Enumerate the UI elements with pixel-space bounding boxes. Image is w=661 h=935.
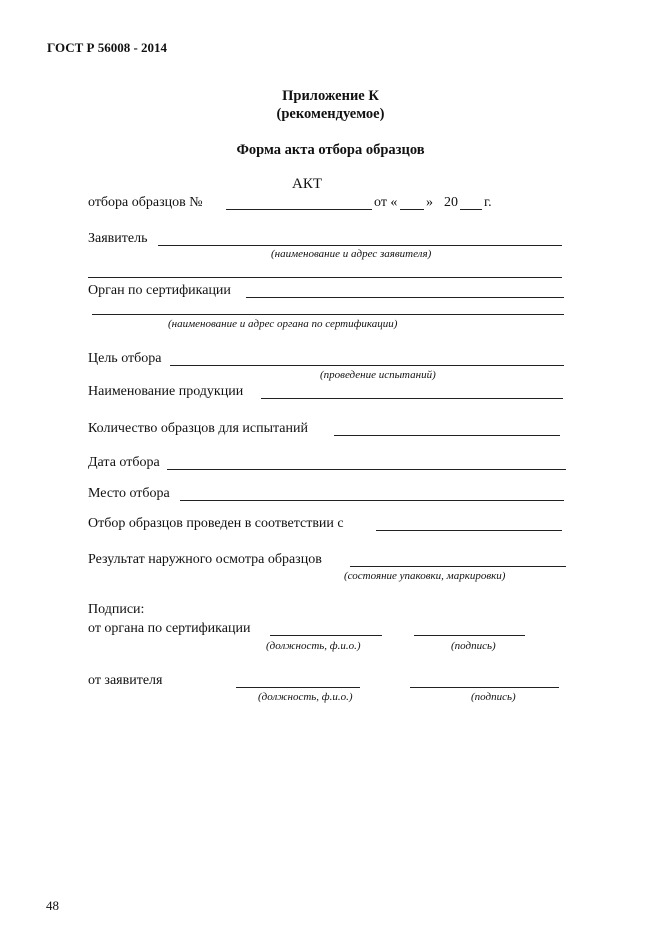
standard-number: ГОСТ Р 56008 - 2014 [47,40,168,55]
signature-caption-1: (подпись) [451,640,496,652]
appendix-title: Приложение К [282,88,379,104]
applicant-line-2 [88,277,562,278]
purpose-label: Цель отбора [88,351,162,366]
cert-body-position-line [270,635,382,636]
position-caption-2: (должность, ф.и.о.) [258,691,353,703]
applicant-signature-line [410,687,559,688]
applicant-caption: (наименование и адрес заявителя) [271,248,432,260]
place-label: Место отбора [88,486,170,501]
cert-body-label: Орган по сертификации [88,283,231,298]
date-line [167,469,566,470]
signatures-heading: Подписи: [88,602,145,617]
act-year-suffix: г. [484,195,492,210]
cert-body-line-2 [92,314,564,315]
signature-caption-2: (подпись) [471,691,516,703]
conformity-label: Отбор образцов проведен в соответствии с [88,516,344,531]
purpose-caption: (проведение испытаний) [320,369,436,381]
sample-quantity-line [334,435,560,436]
act-number-label: отбора образцов № [88,195,203,210]
from-applicant-label: от заявителя [88,673,163,688]
act-year-line [460,209,482,210]
act-heading: АКТ [292,176,322,192]
form-title: Форма акта отбора образцов [236,142,425,158]
act-number-line [226,209,372,210]
applicant-line [158,245,562,246]
applicant-position-line [236,687,360,688]
cert-body-signature-line [414,635,525,636]
inspection-line [350,566,566,567]
cert-body-caption: (наименование и адрес органа по сертификации) [168,318,398,330]
place-line [180,500,564,501]
inspection-caption: (состояние упаковки, маркировки) [344,570,506,582]
inspection-label: Результат наружного осмотра образцов [88,552,322,567]
position-caption-1: (должность, ф.и.о.) [266,640,361,652]
purpose-line [170,365,564,366]
appendix-status: (рекомендуемое) [276,106,385,122]
conformity-line [376,530,562,531]
sample-quantity-label: Количество образцов для испытаний [88,421,308,436]
product-name-label: Наименование продукции [88,384,244,399]
act-day-line [400,209,424,210]
act-year-prefix: 20 [444,195,458,210]
page-number: 48 [46,898,59,913]
applicant-label: Заявитель [88,231,148,246]
product-name-line [261,398,563,399]
act-date-mid: » [426,195,433,210]
act-date-prefix: от « [374,195,398,210]
date-label: Дата отбора [88,455,160,470]
from-cert-body-label: от органа по сертификации [88,621,251,636]
cert-body-line [246,297,564,298]
